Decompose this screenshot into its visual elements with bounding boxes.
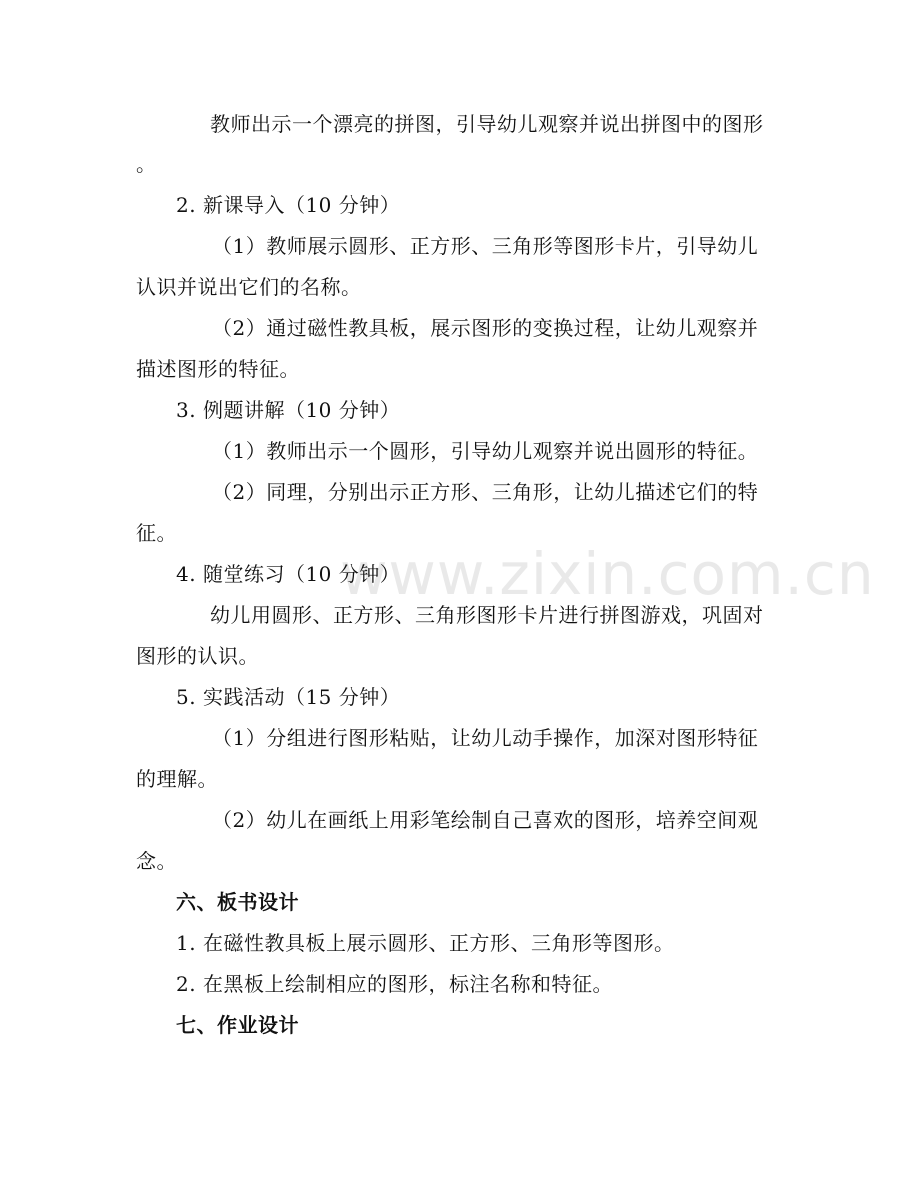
paragraph-line: 幼儿用圆形、正方形、三角形图形卡片进行拼图游戏，巩固对	[210, 603, 764, 627]
section-heading: 5. 实践活动（15 分钟）	[176, 685, 401, 709]
list-item: 2. 在黑板上绘制相应的图形，标注名称和特征。	[176, 972, 613, 996]
paragraph-line: 。	[136, 152, 157, 176]
paragraph-line: 认识并说出它们的名称。	[136, 275, 362, 299]
paragraph-line: （1）教师展示圆形、正方形、三角形等图形卡片，引导幼儿	[212, 234, 759, 258]
paragraph-line: （1）分组进行图形粘贴，让幼儿动手操作，加深对图形特征	[212, 726, 759, 750]
section-heading: 3. 例题讲解（10 分钟）	[176, 398, 401, 422]
paragraph-line: 念。	[136, 849, 177, 873]
paragraph-line: 描述图形的特征。	[136, 357, 300, 381]
watermark: www.zixin.com.cn	[340, 540, 875, 608]
chapter-heading-board-design: 六、板书设计	[176, 890, 299, 914]
paragraph-line: （2）幼儿在画纸上用彩笔绘制自己喜欢的图形，培养空间观	[212, 808, 759, 832]
section-heading: 4. 随堂练习（10 分钟）	[176, 562, 401, 586]
paragraph-line: （2）通过磁性教具板，展示图形的变换过程，让幼儿观察并	[212, 316, 759, 340]
list-item: 1. 在磁性教具板上展示圆形、正方形、三角形等图形。	[176, 931, 675, 955]
paragraph-line: 征。	[136, 521, 177, 545]
paragraph-line: 图形的认识。	[136, 644, 259, 668]
paragraph-line: 的理解。	[136, 767, 218, 791]
paragraph-line: （1）教师出示一个圆形，引导幼儿观察并说出圆形的特征。	[212, 439, 759, 463]
chapter-heading-homework-design: 七、作业设计	[176, 1013, 299, 1037]
section-heading: 2. 新课导入（10 分钟）	[176, 193, 401, 217]
paragraph-line: （2）同理，分别出示正方形、三角形，让幼儿描述它们的特	[212, 480, 759, 504]
paragraph-line: 教师出示一个漂亮的拼图，引导幼儿观察并说出拼图中的图形	[210, 112, 764, 136]
